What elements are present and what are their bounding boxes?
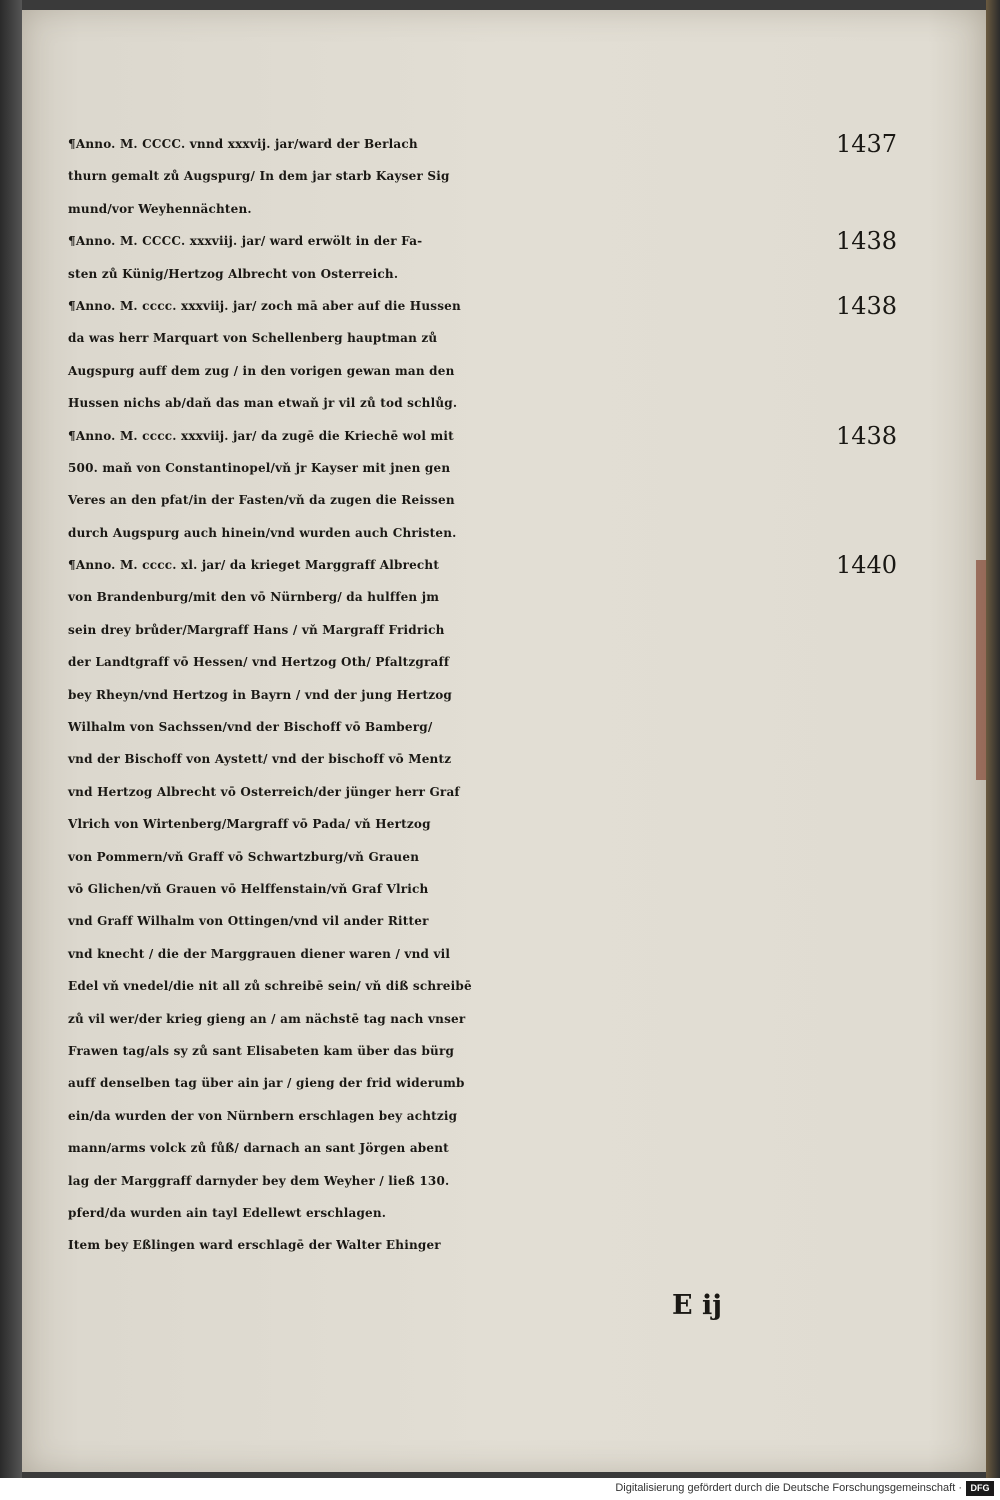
- text-line: bey Rheyn/vnd Hertzog in Bayrn / vnd der jung Hertzog: [68, 687, 453, 702]
- binding-shadow: [0, 0, 22, 1478]
- text-line: mann/arms volck zů fůß/ darnach an sant Jörgen abent: [68, 1141, 449, 1156]
- text-line: ¶Anno. M. CCCC. vnnd xxxvij. jar/ward der Berlach: [68, 137, 418, 151]
- text-line: vō Glichen/vň Grauen vō Helffenstain/vň Graf Vlrich: [68, 881, 429, 896]
- text-line: ¶Anno. M. cccc. xl. jar/ da krieget Marggraff Albrecht: [68, 558, 440, 573]
- page-edge: [986, 0, 1000, 1478]
- text-line: pferd/da wurden ain tayl Edellewt erschlagen.: [68, 1205, 387, 1220]
- text-line: zů vil wer/der krieg gieng an / am nächstē tag nach vnser: [68, 1011, 466, 1026]
- text-line: von Pommern/vň Graff vō Schwartzburg/vň Grauen: [68, 849, 420, 864]
- text-line: ein/da wurden der von Nürnbern erschlagen bey achtzig: [68, 1108, 458, 1123]
- text-line: vnd Hertzog Albrecht vō Osterreich/der jünger herr Graf: [68, 784, 460, 799]
- margin-year: 1437: [836, 130, 898, 158]
- margin-year: 1438: [836, 421, 898, 450]
- text-line: Item bey Eßlingen ward erschlagē der Walter Ehinger: [68, 1238, 441, 1253]
- text-line: vnd knecht / die der Marggrauen diener waren / vnd vil: [68, 946, 451, 961]
- text-line: ¶Anno. M. cccc. xxxviij. jar/ da zugē die Kriechē wol mit: [68, 428, 454, 443]
- text-line: sein drey brůder/Margraff Hans / vň Margraff Fridrich: [68, 622, 445, 637]
- text-line: Edel vň vnedel/die nit all zů schreibē sein/ vň diß schreibē: [68, 979, 472, 994]
- text-line: Frawen tag/als sy zů sant Elisabeten kam über das bürg: [68, 1043, 455, 1058]
- footer-bar: [0, 1478, 1000, 1500]
- margin-year: 1438: [836, 292, 898, 320]
- text-line: Veres an den pfat/in der Fasten/vň da zugen die Reissen: [68, 493, 455, 508]
- text-line: der Landtgraff vō Hessen/ vnd Hertzog Oth/ Pfaltzgraff: [68, 655, 450, 670]
- margin-year: 1440: [836, 551, 898, 580]
- page-edge-stain: [976, 560, 986, 780]
- funding-credit: Digitalisierung gefördert durch die Deutsche Forschungsgemeinschaft ·: [615, 1482, 962, 1494]
- text-line: Hussen nichs ab/daň das man etwaň jr vil zů tod schlůg.: [68, 396, 458, 411]
- text-line: 500. maň von Constantinopel/vň jr Kayser mit jnen gen: [68, 460, 451, 475]
- text-line: vnd Graff Wilhalm von Ottingen/vnd vil ander Ritter: [68, 914, 429, 929]
- text-line: durch Augspurg auch hinein/vnd wurden auch Christen.: [68, 525, 457, 540]
- text-line: von Brandenburg/mit den vō Nürnberg/ da hulffen jm: [68, 590, 440, 605]
- margin-year: 1438: [836, 227, 898, 256]
- text-line: lag der Marggraff darnyder bey dem Weyher / ließ 130.: [68, 1173, 450, 1188]
- signature-mark: E ij: [672, 1290, 723, 1321]
- text-line: vnd der Bischoff von Aystett/ vnd der bischoff vō Mentz: [68, 752, 452, 767]
- text-line: ¶Anno. M. cccc. xxxviij. jar/ zoch mā aber auf die Hussen: [68, 298, 461, 313]
- text-line: mund/vor Weyhennächten.: [68, 201, 252, 216]
- text-line: ¶Anno. M. CCCC. xxxviij. jar/ ward erwölt in der Fa-: [68, 234, 423, 249]
- text-line: thurn gemalt zů Augspurg/ In dem jar starb Kayser Sig: [68, 169, 450, 184]
- dfg-logo: DFG: [966, 1481, 994, 1496]
- text-line: auff denselben tag über ain jar / gieng der frid widerumb: [68, 1076, 465, 1091]
- text-line: da was herr Marquart von Schellenberg hauptman zů: [68, 331, 438, 346]
- text-line: Vlrich von Wirtenberg/Margraff vō Pada/ vň Hertzog: [68, 817, 431, 832]
- body-text: [68, 128, 828, 1262]
- text-line: Wilhalm von Sachssen/vnd der Bischoff vō Bamberg/: [68, 720, 433, 735]
- text-line: Augspurg auff dem zug / in den vorigen gewan man den: [68, 363, 455, 378]
- text-line: sten zů Künig/Hertzog Albrecht von Osterreich.: [68, 266, 399, 281]
